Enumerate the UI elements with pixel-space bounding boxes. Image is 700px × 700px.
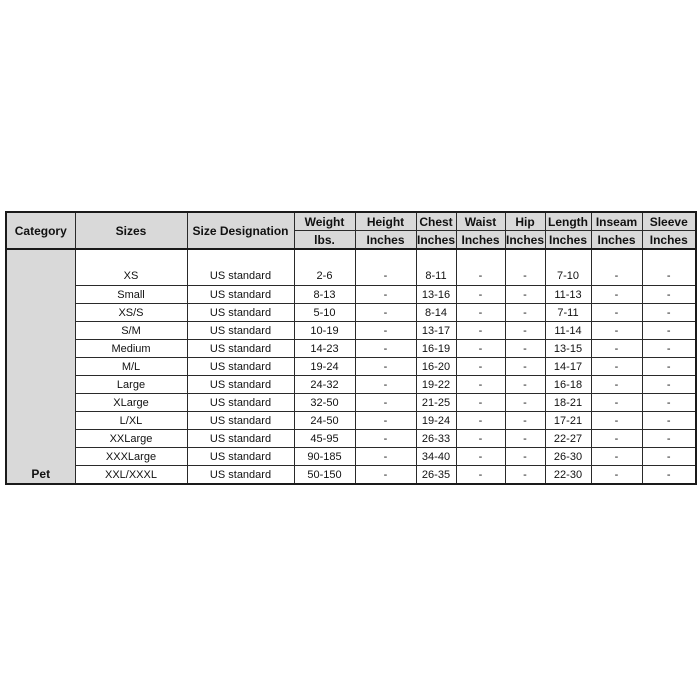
table-row <box>6 358 696 376</box>
cell-inseam: - <box>591 376 642 394</box>
cell-weight: 90-185 <box>294 448 355 466</box>
cell-sleeve: - <box>642 466 696 485</box>
table-row <box>6 430 696 448</box>
cell-length: 7-11 <box>545 304 591 322</box>
table-row <box>6 412 696 430</box>
unit-weight: lbs. <box>294 231 355 250</box>
cell-height: - <box>355 286 416 304</box>
table-header <box>6 212 696 249</box>
category-cell: Pet <box>6 249 75 484</box>
cell-designation: US standard <box>187 448 294 466</box>
cell-designation: US standard <box>187 304 294 322</box>
cell-hip: - <box>505 376 545 394</box>
cell-inseam: - <box>591 340 642 358</box>
header-sleeve: Sleeve <box>642 212 696 231</box>
cell-waist: - <box>456 249 505 286</box>
cell-weight: 32-50 <box>294 394 355 412</box>
cell-sleeve: - <box>642 412 696 430</box>
cell-designation: US standard <box>187 358 294 376</box>
header-size-designation: Size Designation <box>187 212 294 249</box>
table-row <box>6 376 696 394</box>
cell-weight: 24-50 <box>294 412 355 430</box>
cell-designation: US standard <box>187 394 294 412</box>
cell-height: - <box>355 430 416 448</box>
header-category: Category <box>6 212 75 249</box>
header-hip: Hip <box>505 212 545 231</box>
cell-sleeve: - <box>642 286 696 304</box>
unit-waist: Inches <box>456 231 505 250</box>
cell-chest: 13-17 <box>416 322 456 340</box>
cell-inseam: - <box>591 322 642 340</box>
cell-length: 18-21 <box>545 394 591 412</box>
cell-size: XLarge <box>75 394 187 412</box>
cell-inseam: - <box>591 448 642 466</box>
cell-height: - <box>355 466 416 485</box>
cell-designation: US standard <box>187 376 294 394</box>
cell-weight: 14-23 <box>294 340 355 358</box>
cell-size: XXLarge <box>75 430 187 448</box>
table-row <box>6 340 696 358</box>
cell-weight: 24-32 <box>294 376 355 394</box>
cell-weight: 10-19 <box>294 322 355 340</box>
cell-length: 22-30 <box>545 466 591 485</box>
table-body <box>6 249 696 484</box>
cell-weight: 5-10 <box>294 304 355 322</box>
cell-inseam: - <box>591 394 642 412</box>
table-row <box>6 286 696 304</box>
cell-designation: US standard <box>187 412 294 430</box>
cell-hip: - <box>505 304 545 322</box>
header-height: Height <box>355 212 416 231</box>
cell-height: - <box>355 412 416 430</box>
cell-length: 11-13 <box>545 286 591 304</box>
cell-chest: 13-16 <box>416 286 456 304</box>
cell-chest: 19-24 <box>416 412 456 430</box>
cell-size: XXXLarge <box>75 448 187 466</box>
header-inseam: Inseam <box>591 212 642 231</box>
cell-chest: 8-11 <box>416 249 456 286</box>
header-chest: Chest <box>416 212 456 231</box>
cell-chest: 26-33 <box>416 430 456 448</box>
cell-size: S/M <box>75 322 187 340</box>
cell-height: - <box>355 448 416 466</box>
unit-height: Inches <box>355 231 416 250</box>
cell-chest: 19-22 <box>416 376 456 394</box>
cell-waist: - <box>456 304 505 322</box>
cell-hip: - <box>505 322 545 340</box>
cell-size: XS <box>75 249 187 286</box>
cell-hip: - <box>505 466 545 485</box>
cell-length: 14-17 <box>545 358 591 376</box>
cell-weight: 19-24 <box>294 358 355 376</box>
cell-hip: - <box>505 340 545 358</box>
table-row <box>6 304 696 322</box>
cell-size: Small <box>75 286 187 304</box>
cell-weight: 2-6 <box>294 249 355 286</box>
unit-chest: Inches <box>416 231 456 250</box>
cell-sleeve: - <box>642 376 696 394</box>
cell-waist: - <box>456 412 505 430</box>
cell-hip: - <box>505 249 545 286</box>
table-row <box>6 249 696 286</box>
cell-weight: 8-13 <box>294 286 355 304</box>
cell-inseam: - <box>591 466 642 485</box>
header-weight: Weight <box>294 212 355 231</box>
cell-length: 17-21 <box>545 412 591 430</box>
cell-chest: 34-40 <box>416 448 456 466</box>
unit-length: Inches <box>545 231 591 250</box>
cell-chest: 26-35 <box>416 466 456 485</box>
cell-inseam: - <box>591 430 642 448</box>
cell-height: - <box>355 322 416 340</box>
cell-designation: US standard <box>187 430 294 448</box>
cell-inseam: - <box>591 249 642 286</box>
table-row <box>6 322 696 340</box>
unit-sleeve: Inches <box>642 231 696 250</box>
cell-sleeve: - <box>642 448 696 466</box>
table-row <box>6 448 696 466</box>
cell-sleeve: - <box>642 340 696 358</box>
cell-height: - <box>355 394 416 412</box>
cell-designation: US standard <box>187 340 294 358</box>
cell-waist: - <box>456 322 505 340</box>
cell-size: XS/S <box>75 304 187 322</box>
cell-chest: 16-19 <box>416 340 456 358</box>
cell-length: 13-15 <box>545 340 591 358</box>
cell-designation: US standard <box>187 249 294 286</box>
cell-size: XXL/XXXL <box>75 466 187 485</box>
cell-height: - <box>355 376 416 394</box>
cell-size: Large <box>75 376 187 394</box>
table-row <box>6 394 696 412</box>
cell-sleeve: - <box>642 249 696 286</box>
cell-sleeve: - <box>642 322 696 340</box>
cell-hip: - <box>505 412 545 430</box>
cell-sleeve: - <box>642 430 696 448</box>
cell-height: - <box>355 249 416 286</box>
cell-waist: - <box>456 430 505 448</box>
cell-chest: 21-25 <box>416 394 456 412</box>
cell-length: 7-10 <box>545 249 591 286</box>
cell-waist: - <box>456 340 505 358</box>
cell-hip: - <box>505 430 545 448</box>
cell-waist: - <box>456 466 505 485</box>
table-row <box>6 466 696 485</box>
unit-inseam: Inches <box>591 231 642 250</box>
cell-height: - <box>355 358 416 376</box>
header-sizes: Sizes <box>75 212 187 249</box>
cell-waist: - <box>456 286 505 304</box>
cell-waist: - <box>456 394 505 412</box>
cell-size: L/XL <box>75 412 187 430</box>
cell-length: 16-18 <box>545 376 591 394</box>
cell-weight: 45-95 <box>294 430 355 448</box>
cell-size: Medium <box>75 340 187 358</box>
cell-waist: - <box>456 448 505 466</box>
cell-height: - <box>355 304 416 322</box>
cell-hip: - <box>505 358 545 376</box>
header-length: Length <box>545 212 591 231</box>
cell-sleeve: - <box>642 358 696 376</box>
unit-hip: Inches <box>505 231 545 250</box>
cell-waist: - <box>456 376 505 394</box>
cell-inseam: - <box>591 286 642 304</box>
cell-hip: - <box>505 448 545 466</box>
cell-chest: 8-14 <box>416 304 456 322</box>
cell-hip: - <box>505 286 545 304</box>
cell-designation: US standard <box>187 466 294 485</box>
cell-chest: 16-20 <box>416 358 456 376</box>
cell-height: - <box>355 340 416 358</box>
cell-inseam: - <box>591 304 642 322</box>
header-waist: Waist <box>456 212 505 231</box>
cell-weight: 50-150 <box>294 466 355 485</box>
cell-designation: US standard <box>187 322 294 340</box>
cell-inseam: - <box>591 358 642 376</box>
cell-length: 22-27 <box>545 430 591 448</box>
cell-hip: - <box>505 394 545 412</box>
cell-waist: - <box>456 358 505 376</box>
cell-length: 11-14 <box>545 322 591 340</box>
cell-length: 26-30 <box>545 448 591 466</box>
header-row <box>6 212 696 231</box>
cell-inseam: - <box>591 412 642 430</box>
cell-size: M/L <box>75 358 187 376</box>
size-chart-table <box>5 211 697 485</box>
cell-designation: US standard <box>187 286 294 304</box>
cell-sleeve: - <box>642 394 696 412</box>
cell-sleeve: - <box>642 304 696 322</box>
